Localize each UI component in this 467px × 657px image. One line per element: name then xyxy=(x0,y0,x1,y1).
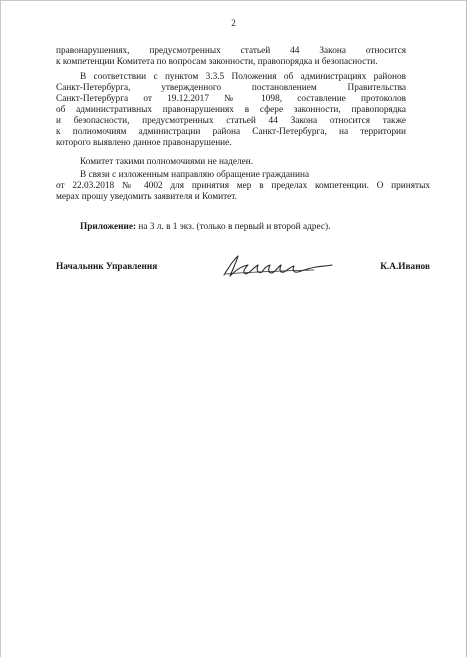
paragraph-line: к компетенции Комитета по вопросам законности, правопорядка и безопасности. xyxy=(56,57,378,67)
paragraph-line: Санкт-Петербурга от 19.12.2017 № 1098, составление протоколов xyxy=(56,94,406,104)
paragraph-line: которого выявлено данное правонарушение. xyxy=(56,138,232,148)
paragraph-line: мерах прошу уведомить заявителя и Комитет. xyxy=(56,192,237,202)
attachment-line xyxy=(80,222,420,233)
page-number: 2 xyxy=(231,18,236,28)
paragraph-line: В соответствии с пунктом 3.3.5 Положения об администрациях районов xyxy=(80,72,406,82)
paragraph-line: В связи с изложенным направляю обращение гражданина xyxy=(80,170,310,180)
signatory-name: К.А.Иванов xyxy=(380,262,430,272)
paragraph-line: и безопасности, предусмотренных статьей 44 Закона относится также xyxy=(56,116,406,126)
paragraph-line: Санкт-Петербурга, утвержденного постановлением Правительства xyxy=(56,83,406,93)
paragraph-line: об административных правонарушениях в сфере законности, правопорядка xyxy=(56,105,406,115)
paragraph-line: Комитет такими полномочиями не наделен. xyxy=(80,157,254,167)
paragraph-line: правонарушениях, предусмотренных статьей 44 Закона относится xyxy=(56,46,406,56)
attachment-text: на 3 л. в 1 экз. (только в первый и второй адрес). xyxy=(136,222,331,232)
paragraph-line: к полномочиям администрации района Санкт-Петербурга, на территории xyxy=(56,127,406,137)
page-left-edge xyxy=(0,0,1,657)
paragraph-line: от 22.03.2018 № 4002 для принятия мер в пределах компетенции. О принятых xyxy=(56,181,430,191)
handwritten-signature-icon xyxy=(218,253,336,279)
signatory-title: Начальник Управления xyxy=(56,262,158,272)
page-top-edge xyxy=(0,0,467,1)
attachment-label: Приложение: xyxy=(80,222,137,232)
